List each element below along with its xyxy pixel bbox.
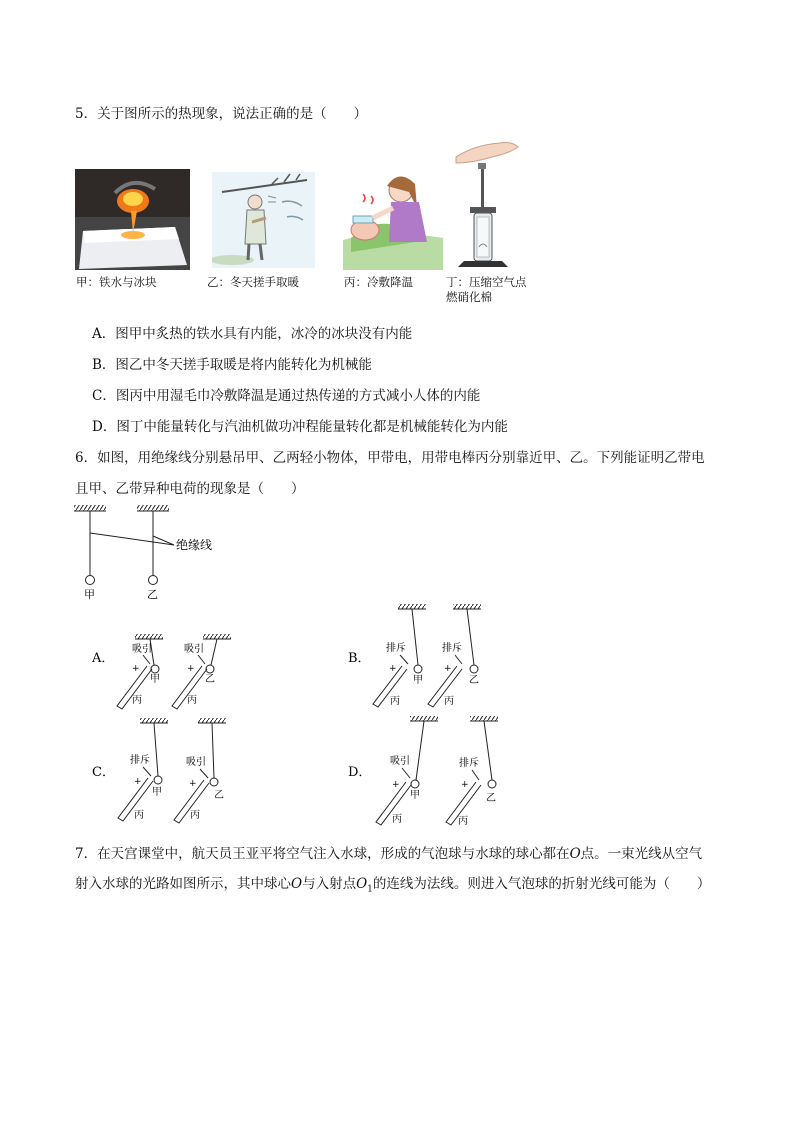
wire-label: 绝缘线 [176,538,213,552]
svg-text:+: + [444,664,452,674]
svg-text:+: + [187,664,195,674]
option-b-right-setup [428,604,481,707]
svg-text:吸引: 吸引 [390,756,410,767]
ball-yi-label: 乙 [147,588,158,601]
q6-main-figure [74,505,212,601]
q6-stem-line2: 且甲、乙带异种电荷的现象是（ ） [75,481,305,497]
svg-text:丙: 丙 [134,810,144,821]
caption-ding-2: 燃硝化棉 [446,290,492,304]
svg-text:甲: 甲 [150,674,160,685]
caption-jia: 甲：铁水与冰块 [76,275,157,289]
svg-text:+: + [389,664,397,674]
svg-text:+: + [132,664,140,674]
caption-ding-1: 丁：压缩空气点 [446,275,527,289]
q7-stem-line1: 7．在天宫课堂中，航天员王亚平将空气注入水球，形成的气泡球与水球的球心都在O点。一束光线从空气 [75,846,703,862]
svg-text:+: + [392,780,400,790]
svg-text:吸引: 吸引 [186,757,206,768]
svg-text:吸引: 吸引 [132,644,152,655]
option-a-right-setup [172,634,231,709]
q5-option-d: D．图丁中能量转化与汽油机做功冲程能量转化都是机械能转化为内能 [92,419,508,435]
ball-jia-label: 甲 [84,588,95,601]
svg-text:乙: 乙 [205,674,215,685]
q5-option-a: A．图甲中炙热的铁水具有内能，冰冷的冰块没有内能 [92,326,413,342]
svg-text:乙: 乙 [214,790,224,801]
caption-bing: 丙：冷敷降温 [344,275,413,289]
q6-option-b-letter: B． [348,651,371,666]
q6-option-d [348,716,498,827]
svg-text:乙: 乙 [486,793,496,804]
q6-option-b [348,604,481,707]
svg-text:甲: 甲 [410,790,420,801]
q5-option-b: B．图乙中冬天搓手取暖是将内能转化为机械能 [92,357,372,373]
svg-text:丙: 丙 [132,695,142,706]
svg-text:丙: 丙 [392,814,402,825]
svg-text:丙: 丙 [190,810,200,821]
caption-yi: 乙：冬天搓手取暖 [207,275,299,289]
q5-option-c: C．图丙中用湿毛巾冷敷降温是通过热传递的方式减小人体的内能 [92,388,481,404]
point-o: O [569,846,581,862]
svg-text:吸引: 吸引 [184,644,204,655]
svg-text:+: + [461,780,469,790]
q6-option-d-letter: D． [348,765,372,780]
q6-option-c [92,718,226,823]
svg-text:排斥: 排斥 [442,643,462,654]
q6-option-c-letter: C． [92,765,115,780]
svg-text:+: + [134,777,142,787]
svg-text:丙: 丙 [390,696,400,707]
svg-text:丙: 丙 [458,816,468,827]
option-d-right-setup [446,716,498,827]
point-o1: O [356,876,368,892]
option-d-left-setup [376,716,438,825]
option-a-left-setup [117,634,163,709]
svg-text:丙: 丙 [444,696,454,707]
svg-text:乙: 乙 [469,675,479,686]
svg-text:排斥: 排斥 [459,758,479,769]
option-b-left-setup [373,604,426,707]
q7-stem-line2: 射入水球的光路如图所示，其中球心O与入射点$O_1$的连线为法线。则进入气泡球的折射光线可能为（ ） [75,876,711,895]
q6-option-a [91,634,231,709]
svg-text:排斥: 排斥 [386,643,406,654]
option-c-right-setup [174,718,226,823]
svg-text:甲: 甲 [152,787,162,798]
svg-text:丙: 丙 [187,695,197,706]
q5-stem: 5．关于图所示的热现象，说法正确的是（ ） [75,106,368,122]
svg-text:+: + [189,779,197,789]
q6-option-a-letter: A． [92,651,115,666]
option-c-left-setup [118,718,168,821]
svg-text:甲: 甲 [413,675,423,686]
q6-stem-line1: 6．如图，用绝缘线分别悬吊甲、乙两轻小物体，甲带电，用带电棒丙分别靠近甲、乙。下列能证明乙带电 [75,450,705,466]
svg-text:排斥: 排斥 [130,755,150,766]
